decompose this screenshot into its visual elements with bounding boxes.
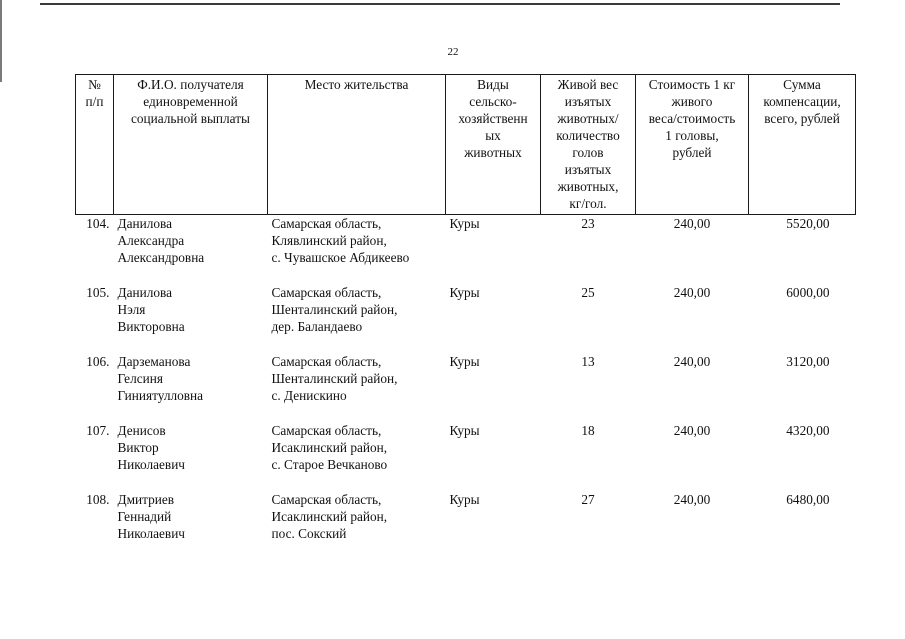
name-line: Гиниятулловна [117,388,204,403]
header-price-per-kg-line: живого [671,94,713,109]
header-price-per-kg-line: рублей [672,145,712,160]
header-animal-type-line: Виды [477,77,509,92]
recipient-name [114,353,268,422]
live-weight: 23 [581,216,595,231]
header-compensation-total-line: Сумма [783,77,821,92]
header-animal-type-line: ых [485,128,501,143]
row-number: 105. [86,285,110,300]
residence [268,353,446,422]
header-live-weight-line: изъятых [564,162,612,177]
name-line: Нэля [117,302,146,317]
header-animal-type-line: животных [464,145,522,160]
header-live-weight-line: животных/ [557,111,619,126]
place-line: Шенталинский район, [271,302,398,317]
header-residence [268,75,446,215]
table-row [76,422,856,491]
row-number: 108. [86,492,110,507]
animal-type: Куры [449,216,480,231]
compensation-total: 5520,00 [786,216,830,231]
animal-type: Куры [449,423,480,438]
animal-type: Куры [449,354,480,369]
table-header [76,75,856,215]
compensation-total: 3120,00 [786,354,830,369]
live-weight: 13 [581,354,595,369]
recipient-name [114,422,268,491]
place-line: пос. Сокский [271,526,347,541]
header-compensation-total [749,75,856,215]
name-line: Дарземанова [117,354,191,369]
place-line: Самарская область, [271,216,382,231]
header-animal-type-line: хозяйственн [458,111,528,126]
scan-edge-line-left [0,0,2,82]
header-residence-line: Место жительства [304,77,409,92]
header-live-weight-line: животных, [557,179,619,194]
place-line: с. Старое Вечканово [271,457,388,472]
residence [268,215,446,285]
header-recipient-name-line: единовременной [143,94,238,109]
place-line: Самарская область, [271,492,382,507]
place-line: с. Чувашское Абдикеево [271,250,410,265]
recipient-name [114,491,268,560]
table-row [76,491,856,560]
header-live-weight-line: голов [572,145,604,160]
live-weight: 18 [581,423,595,438]
compensation-total: 6000,00 [786,285,830,300]
animal-type: Куры [449,285,480,300]
compensation-total: 4320,00 [786,423,830,438]
scan-edge-line-top [40,3,840,5]
name-line: Николаевич [117,457,185,472]
place-line: с. Денискино [271,388,347,403]
name-line: Викторовна [117,319,185,334]
live-weight: 25 [581,285,595,300]
price-per-kg: 240,00 [673,285,711,300]
compensation-table [75,74,856,560]
header-price-per-kg-line: веса/стоимость [648,111,736,126]
price-per-kg: 240,00 [673,354,711,369]
live-weight: 27 [581,492,595,507]
name-line: Денисов [117,423,166,438]
table-row [76,284,856,353]
row-number: 106. [86,354,110,369]
place-line: Самарская область, [271,354,382,369]
name-line: Николаевич [117,526,185,541]
header-recipient-name [114,75,268,215]
place-line: Шенталинский район, [271,371,398,386]
header-animal-type-line: сельско- [469,94,517,109]
animal-type: Куры [449,492,480,507]
header-price-per-kg-line: 1 головы, [665,128,719,143]
header-number-line: № [88,77,101,92]
table-body [76,215,856,561]
header-compensation-total-line: компенсации, [763,94,841,109]
header-live-weight-line: изъятых [564,94,612,109]
place-line: Исаклинский район, [271,440,388,455]
header-price-per-kg-line: Стоимость 1 кг [648,77,736,92]
compensation-total: 6480,00 [786,492,830,507]
row-number: 107. [86,423,110,438]
place-line: Самарская область, [271,423,382,438]
header-price-per-kg [636,75,749,215]
table-row [76,353,856,422]
name-line: Данилова [117,216,172,231]
header-live-weight [541,75,636,215]
header-live-weight-line: кг/гол. [569,196,607,211]
name-line: Александровна [117,250,205,265]
place-line: дер. Баландаево [271,319,363,334]
price-per-kg: 240,00 [673,216,711,231]
header-live-weight-line: количество [556,128,620,143]
table-row [76,215,856,285]
recipient-name [114,215,268,285]
residence [268,422,446,491]
name-line: Гелсиня [117,371,163,386]
name-line: Геннадий [117,509,172,524]
page-number: 22 [447,46,459,58]
name-line: Александра [117,233,185,248]
place-line: Самарская область, [271,285,382,300]
row-number: 104. [86,216,110,231]
name-line: Виктор [117,440,159,455]
price-per-kg: 240,00 [673,423,711,438]
name-line: Дмитриев [117,492,175,507]
header-live-weight-line: Живой вес [557,77,619,92]
place-line: Клявлинский район, [271,233,387,248]
header-recipient-name-line: социальной выплаты [131,111,250,126]
header-number [76,75,114,215]
residence [268,284,446,353]
header-number-line: п/п [85,94,104,109]
residence [268,491,446,560]
header-row [76,75,856,215]
header-animal-type [446,75,541,215]
price-per-kg: 240,00 [673,492,711,507]
place-line: Исаклинский район, [271,509,388,524]
header-recipient-name-line: Ф.И.О. получателя [137,77,244,92]
recipient-name [114,284,268,353]
name-line: Данилова [117,285,172,300]
header-compensation-total-line: всего, рублей [764,111,840,126]
